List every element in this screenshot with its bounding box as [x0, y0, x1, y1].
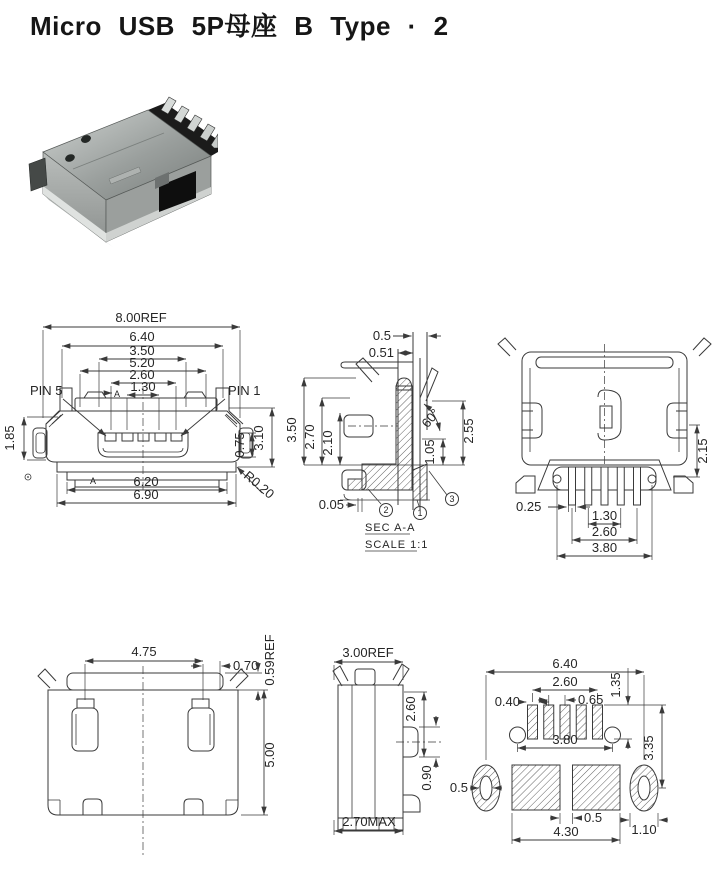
dim-top-070: 0.70	[233, 658, 259, 673]
dim-front-310: 3.10	[251, 425, 266, 451]
section-label: SEC A-A	[365, 522, 416, 534]
dim-sec-350: 3.50	[284, 417, 299, 443]
dim-front-260: 2.60	[129, 367, 155, 382]
dim-pcb-110: 1.10	[631, 822, 657, 837]
dim-pcb-335: 3.35	[641, 735, 656, 761]
pcb-shield-pad-left	[512, 765, 560, 810]
pcb-via	[510, 727, 526, 743]
shell-bend	[413, 464, 427, 500]
side-body	[338, 685, 403, 818]
rear-right-latch	[667, 403, 687, 438]
dim-front-520: 5.20	[129, 355, 155, 370]
dim-side-300: 3.00REF	[342, 645, 394, 660]
dim-sec-05: 0.5	[372, 328, 391, 343]
pcb-oval-pad-right	[630, 765, 658, 811]
dim-side-270max: 2.70MAX	[342, 814, 396, 829]
top-view	[38, 634, 277, 856]
dim-rear-025: 0.25	[516, 499, 542, 514]
front-flange	[75, 398, 217, 411]
dim-sec-270: 2.70	[302, 424, 317, 450]
terminal-tail	[348, 479, 362, 490]
label-pin5: PIN 5	[30, 383, 63, 398]
rear-center-latch	[598, 390, 621, 440]
dim-sec-005: 0.05	[318, 497, 344, 512]
dim-pcb-gap05: 0.5	[584, 810, 603, 825]
dim-front-185: 1.85	[2, 425, 17, 451]
dim-sec-255: 2.55	[461, 418, 476, 444]
front-view	[2, 310, 277, 507]
dim-pcb-pad05: 0.5	[449, 780, 468, 795]
balloon-3-num: 3	[449, 494, 455, 504]
dim-pcb-135: 1.35	[608, 672, 623, 698]
dim-front-r020: R0.20	[241, 467, 278, 502]
dim-pcb-380: 3.80	[552, 732, 578, 747]
dim-front-075: 0.75	[232, 432, 247, 458]
label-pin1: PIN 1	[228, 383, 261, 398]
page-title: Micro USB 5P母座 B Type · 2	[30, 11, 449, 41]
pcb-via	[605, 727, 621, 743]
connector-photo-art	[29, 97, 218, 247]
dim-front-620: 6.20	[133, 474, 159, 489]
dim-rear-260: 2.60	[591, 524, 618, 539]
dim-top-500: 5.00	[262, 742, 277, 768]
dim-sec-105: 1.05	[422, 439, 437, 465]
connector-photo	[13, 90, 218, 275]
dim-front-350: 3.50	[129, 343, 155, 358]
technical-drawing	[0, 295, 715, 884]
rear-pins	[569, 467, 641, 505]
rear-view	[498, 338, 711, 560]
section-view	[284, 328, 476, 551]
dim-pcb-040: 0.40	[494, 694, 520, 709]
section-right-wing	[420, 368, 438, 401]
pcb-layout-view	[450, 656, 668, 844]
terminal-contact	[362, 386, 412, 490]
balloon-2-num: 2	[383, 505, 389, 515]
side-tab	[29, 158, 47, 191]
dim-pcb-430: 4.30	[553, 824, 579, 839]
dim-side-260: 2.60	[403, 696, 418, 722]
dim-sec-60deg: 60°	[418, 405, 443, 431]
section-mark-a-bottom: A	[90, 476, 97, 486]
dim-pcb-065: 0.65	[578, 692, 604, 707]
side-view	[333, 645, 442, 835]
dim-pcb-640: 6.40	[552, 656, 578, 671]
dim-front-130: 1.30	[130, 379, 156, 394]
dim-front-overall: 8.00REF	[115, 310, 167, 325]
top-flange	[67, 673, 223, 690]
dim-top-059: 0.59REF	[262, 634, 277, 686]
pcb-shield-pad-right	[573, 765, 621, 810]
dim-rear-215: 2.15	[695, 438, 710, 464]
dim-front-640: 6.40	[129, 329, 155, 344]
dim-side-090: 0.90	[419, 765, 434, 791]
dim-front-690: 6.90	[133, 487, 159, 502]
dim-top-475: 4.75	[131, 644, 157, 659]
dim-rear-380: 3.80	[591, 540, 618, 555]
section-mark-a-top: A	[114, 389, 121, 399]
scale-label: SCALE 1:1	[365, 539, 429, 551]
dim-sec-210: 2.10	[320, 430, 335, 456]
balloon-1-num: 1	[417, 508, 423, 518]
receptacle-pins	[105, 433, 182, 441]
rear-left-latch	[522, 403, 542, 438]
dim-sec-051: 0.51	[368, 345, 394, 360]
dim-rear-130: 1.30	[591, 508, 618, 523]
dim-pcb-260: 2.60	[552, 674, 578, 689]
